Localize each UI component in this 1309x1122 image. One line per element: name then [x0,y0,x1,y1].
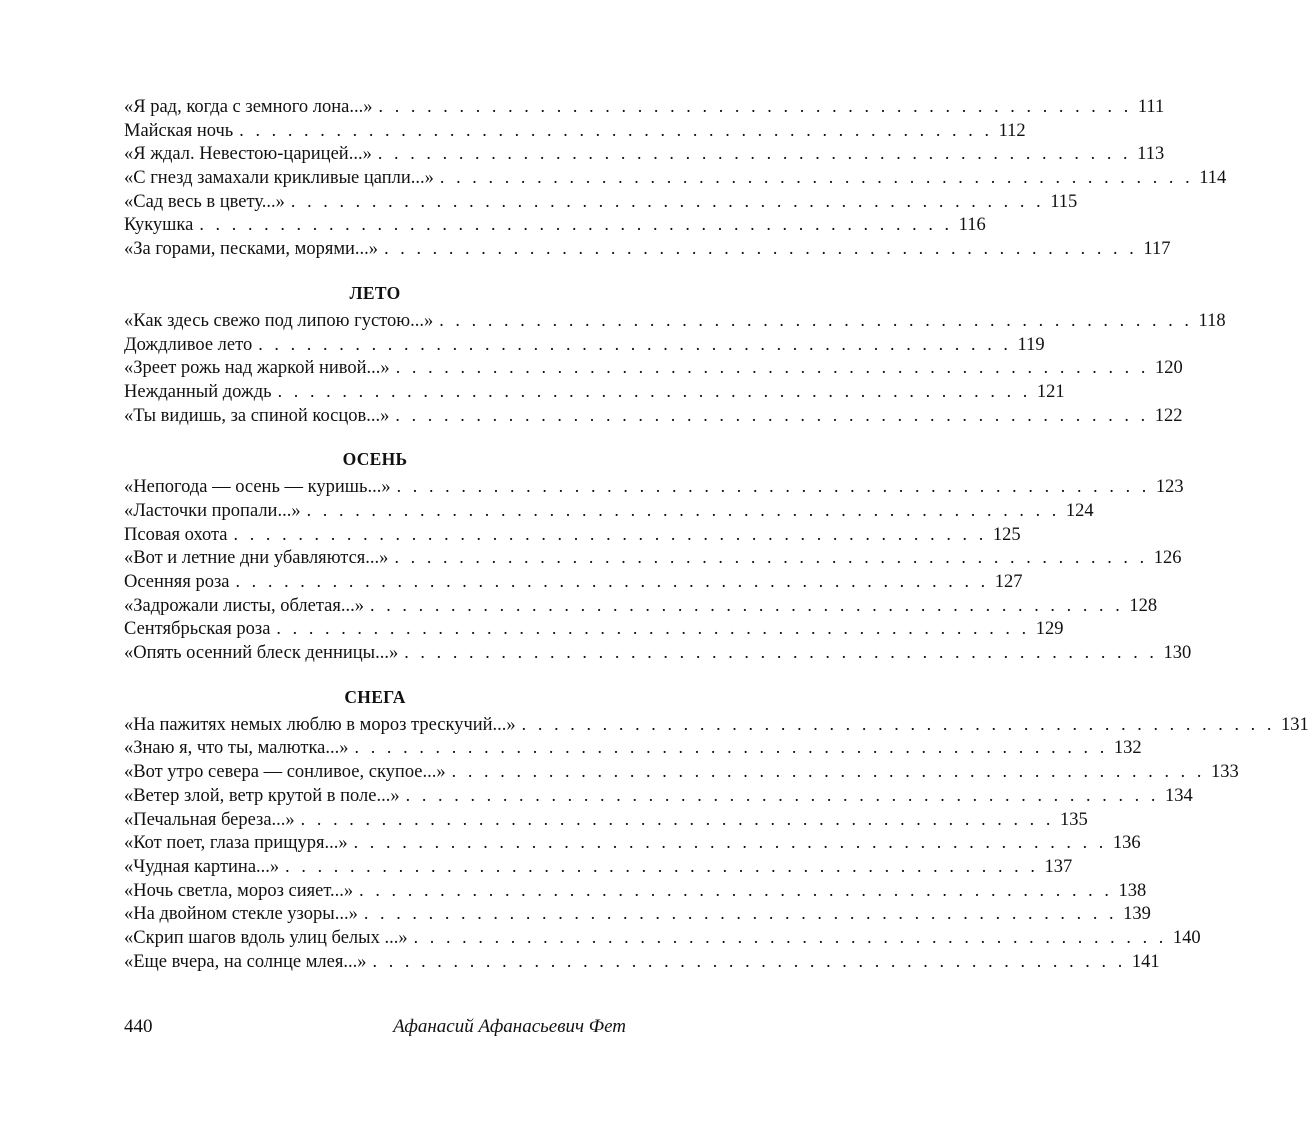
toc-entry-title: Псовая охота [124,524,228,545]
dot-leader: . . . . . . . . . . . . . . . . . . . . . . . . . . . . . . . . . . . . . . . . . . . . . . . [235,571,989,591]
toc-entry [124,855,1073,879]
toc-entry-title: «Скрип шагов вдоль улиц белых ...» [124,927,408,948]
section-heading: СНЕГА [344,686,406,707]
dot-leader: . . . . . . . . . . . . . . . . . . . . . . . . . . . . . . . . . . . . . . . . . . . . . . . [359,879,1113,900]
toc-entry-title: «Я ждал. Невестою-царицей...» [124,144,372,165]
toc-entry-page: 132 [1113,738,1142,759]
toc-entry-title: «Ночь светла, мороз сияет...» [124,880,354,901]
toc-entry [124,475,1184,499]
toc-entry-title: «Сад весь в цвету...» [124,191,285,212]
toc-entry [124,499,1094,523]
toc-entry [124,523,1021,547]
toc-entry [124,404,1183,428]
dot-leader: . . . . . . . . . . . . . . . . . . . . . . . . . . . . . . . . . . . . . . . . . . . . . . . [239,119,993,140]
toc-entry [124,831,1141,855]
toc-entry-page: 141 [1131,951,1160,972]
toc-entry-page: 130 [1163,643,1192,664]
toc-section [124,665,1309,974]
toc-entry-page: 138 [1118,880,1147,901]
toc-entry [124,617,1064,641]
toc-entry [124,546,1182,570]
toc-section [124,95,1227,261]
toc-entry [124,808,1088,832]
toc-entry-page: 118 [1198,310,1226,331]
toc-entry-title: «Задрожали листы, облетая...» [124,595,365,616]
dot-leader: . . . . . . . . . . . . . . . . . . . . . . . . . . . . . . . . . . . . . . . . . . . . . . . [377,143,1132,164]
toc-entry-title: «Непогода — осень — куришь...» [124,477,391,498]
dot-leader: . . . . . . . . . . . . . . . . . . . . . . . . . . . . . . . . . . . . . . . . . . . . . . . [233,523,987,544]
toc-entry [124,356,1183,380]
toc-entry-title: «За горами, песками, морями...» [124,239,379,260]
dot-leader: . . . . . . . . . . . . . . . . . . . . . . . . . . . . . . . . . . . . . . . . . . . . . . . [277,380,1031,401]
toc-entry [124,641,1192,665]
toc-entry [124,142,1165,166]
section-heading: ОСЕНЬ [342,449,408,470]
toc-entry-title: Осенняя роза [124,572,230,592]
toc-entry-page: 137 [1044,856,1073,877]
toc-entry-title: «Вот и летние дни убавляются...» [124,548,389,569]
toc-entry-page: 111 [1137,97,1165,117]
toc-entry-page: 125 [992,524,1021,545]
dot-leader: . . . . . . . . . . . . . . . . . . . . . . . . . . . . . . . . . . . . . . . . . . . . . . . [372,950,1126,971]
dot-leader: . . . . . . . . . . . . . . . . . . . . . . . . . . . . . . . . . . . . . . . . . . . . . . . [370,594,1124,615]
dot-leader: . . . . . . . . . . . . . . . . . . . . . . . . . . . . . . . . . . . . . . . . . . . . . . . [363,903,1118,924]
toc-entry-title: «На двойном стекле узоры...» [124,904,358,925]
dot-leader: . . . . . . . . . . . . . . . . . . . . . . . . . . . . . . . . . . . . . . . . . . . . . . . [395,357,1149,378]
dot-leader: . . . . . . . . . . . . . . . . . . . . . . . . . . . . . . . . . . . . . . . . . . . . . . . [439,309,1193,330]
toc-entry-title: Нежданный дождь [124,381,272,402]
toc-entry-page: 136 [1112,833,1141,854]
toc-entry-title: «Вот утро севера — сонливое, скупое...» [124,762,446,783]
toc-entry-title: Сентябрьская роза [124,619,271,640]
dot-leader: . . . . . . . . . . . . . . . . . . . . . . . . . . . . . . . . . . . . . . . . . . . . . . . [285,855,1039,876]
toc-entry [124,190,1078,214]
toc-entry-page: 120 [1155,358,1183,379]
dot-leader: . . . . . . . . . . . . . . . . . . . . . . . . . . . . . . . . . . . . . . . . . . . . . . . [354,737,1108,758]
dot-leader: . . . . . . . . . . . . . . . . . . . . . . . . . . . . . . . . . . . . . . . . . . . . . . . [384,238,1138,259]
toc-entry-page: 133 [1210,762,1239,783]
toc-entry [124,166,1227,190]
dot-leader: . . . . . . . . . . . . . . . . . . . . . . . . . . . . . . . . . . . . . . . . . . . . . . . [353,832,1107,853]
dot-leader: . . . . . . . . . . . . . . . . . . . . . . . . . . . . . . . . . . . . . . . . . . . . . . . [404,642,1158,663]
dot-leader: . . . . . . . . . . . . . . . . . . . . . . . . . . . . . . . . . . . . . . . . . . . . . . . [378,96,1132,116]
toc-entry-title: Майская ночь [124,120,234,141]
toc-entry [124,879,1147,903]
toc-entry-title: «Опять осенний блеск денницы...» [124,643,399,664]
toc-entry [124,95,1165,119]
toc-entry-title: «Как здесь свежо под липою густою...» [124,310,434,331]
toc-entry [124,333,1045,357]
toc-entry-page: 123 [1155,477,1184,498]
running-author: Афанасий Афанасьевич Фет [393,1016,626,1037]
dot-leader: . . . . . . . . . . . . . . . . . . . . . . . . . . . . . . . . . . . . . . . . . . . . . . . [396,476,1150,497]
toc-entry-page: 122 [1154,405,1183,426]
dot-leader: . . . . . . . . . . . . . . . . . . . . . . . . . . . . . . . . . . . . . . . . . . . . . . . [276,618,1030,639]
dot-leader: . . . . . . . . . . . . . . . . . . . . . . . . . . . . . . . . . . . . . . . . . . . . . . . [394,547,1148,568]
toc-entry [124,119,1026,143]
page-number: 440 [124,1016,153,1037]
toc-entry-title: Кукушка [124,215,194,236]
toc-entry-page: 135 [1059,809,1088,830]
toc-entry [124,213,986,237]
toc-entry [124,902,1151,926]
toc-entry-page: 140 [1172,927,1201,948]
toc-entry-page: 134 [1164,785,1193,806]
toc-entry-page: 113 [1137,144,1165,165]
toc-entry-page: 114 [1199,168,1227,189]
toc-entry-title: «Знаю я, что ты, малютка...» [124,738,349,759]
toc-entry [124,784,1193,808]
toc-entry-page: 117 [1143,239,1171,260]
toc-entry [124,309,1226,333]
toc-entry [124,380,1065,404]
toc-entry-page: 128 [1129,595,1158,616]
toc-entry [124,594,1158,618]
toc-entry-page: 119 [1017,334,1045,355]
toc-entry-page: 116 [958,215,986,236]
toc-entry [124,736,1142,760]
dot-leader: . . . . . . . . . . . . . . . . . . . . . . . . . . . . . . . . . . . . . . . . . . . . . . . [199,214,953,235]
section-heading: ЛЕТО [349,282,401,303]
table-of-contents [124,95,1309,973]
dot-leader: . . . . . . . . . . . . . . . . . . . . . . . . . . . . . . . . . . . . . . . . . . . . . . . [451,761,1205,782]
toc-entry-page: 124 [1065,500,1094,521]
toc-entry [124,237,1171,261]
toc-entry [124,570,1023,594]
toc-entry-title: «Ласточки пропали...» [124,500,301,521]
dot-leader: . . . . . . . . . . . . . . . . . . . . . . . . . . . . . . . . . . . . . . . . . . . . . . . [405,784,1159,805]
toc-entry-title: «Ветер злой, ветр крутой в поле...» [124,785,400,806]
page-footer [124,1012,626,1042]
toc-entry [124,950,1160,974]
toc-entry-page: 129 [1035,619,1064,640]
dot-leader: . . . . . . . . . . . . . . . . . . . . . . . . . . . . . . . . . . . . . . . . . . . . . . . [521,713,1275,734]
dot-leader: . . . . . . . . . . . . . . . . . . . . . . . . . . . . . . . . . . . . . . . . . . . . . . . [413,926,1167,947]
toc-entry-page: 139 [1123,904,1151,925]
toc-entry-title: «Еще вчера, на солнце млея...» [124,951,367,972]
toc-section [124,427,1192,665]
toc-entry-title: Дождливое лето [124,334,253,355]
dot-leader: . . . . . . . . . . . . . . . . . . . . . . . . . . . . . . . . . . . . . . . . . . . . . . . [395,404,1149,425]
toc-entry-title: «С гнезд замахали крикливые цапли...» [124,168,434,189]
toc-entry-title: «На пажитях немых люблю в мороз трескучий...» [124,714,516,735]
toc-entry-title: «Печальная береза...» [124,809,295,830]
toc-entry-page: 126 [1153,548,1182,569]
toc-entry-title: «Кот поет, глаза прищуря...» [124,833,348,854]
toc-entry-page: 115 [1050,191,1078,212]
dot-leader: . . . . . . . . . . . . . . . . . . . . . . . . . . . . . . . . . . . . . . . . . . . . . . . [306,499,1060,520]
toc-entry-page: 131 [1280,714,1309,735]
toc-entry-title: «Ты видишь, за спиной косцов...» [124,405,390,426]
dot-leader: . . . . . . . . . . . . . . . . . . . . . . . . . . . . . . . . . . . . . . . . . . . . . . . [439,167,1194,188]
dot-leader: . . . . . . . . . . . . . . . . . . . . . . . . . . . . . . . . . . . . . . . . . . . . . . . [258,333,1012,354]
toc-entry-title: «Чудная картина...» [124,856,280,877]
dot-leader: . . . . . . . . . . . . . . . . . . . . . . . . . . . . . . . . . . . . . . . . . . . . . . . [290,190,1045,211]
toc-entry [124,713,1309,737]
toc-entry-page: 127 [994,572,1023,592]
dot-leader: . . . . . . . . . . . . . . . . . . . . . . . . . . . . . . . . . . . . . . . . . . . . . . . [300,808,1054,829]
toc-section [124,261,1226,427]
toc-entry [124,760,1239,784]
toc-entry-page: 112 [998,120,1026,141]
toc-entry [124,926,1201,950]
toc-entry-title: «Я рад, когда с земного лона...» [124,97,373,117]
toc-entry-page: 121 [1036,381,1065,402]
toc-entry-title: «Зреет рожь над жаркой нивой...» [124,358,390,379]
